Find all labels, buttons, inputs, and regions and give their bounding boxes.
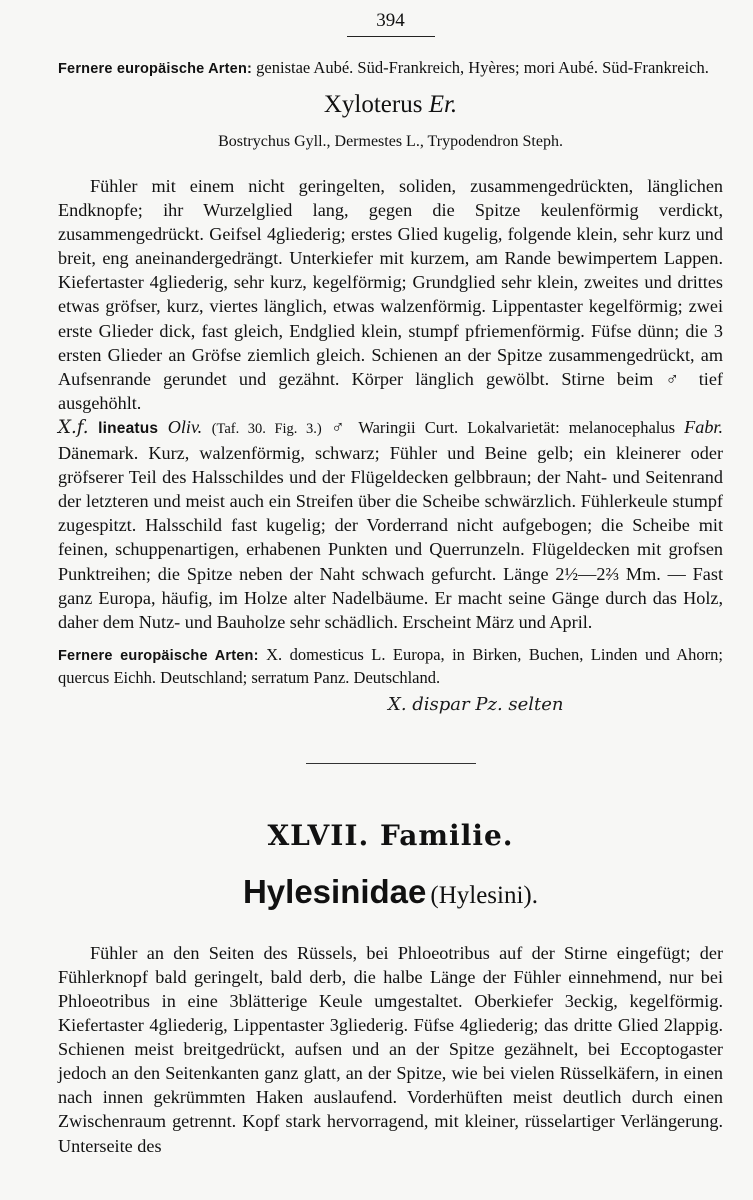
genus-heading: [58, 90, 723, 120]
other-species-paragraph-2: [58, 644, 723, 688]
family-description: Fühler an den Seiten des Rüssels, bei Phloeotribus auf der Stirne eingefügt; der Fühlerknopf bald geringelt, bald derb, die halbe Länge der Fühler einnehmend, nur bei Phloeotribus in eine 3blätterige Keule umgestaltet. Oberkiefer 3eckig, kegelförmig. Kiefertaster 4gliederig, Lippentaster 3gliederig. Füfse 4gliederig; das dritte Glied 2lappig. Schienen meist breitgedrückt, aufsen und an der Spitze gezähnelt, bei Eccoptogaster jedoch an den Seitenkanten ganz glatt, an der Spitze, wie bei vielen Rüsselkäfern, in einen nach innen gekrümmten Haken auslaufend. Vorderhüften meist deutlich durch einen Zwischenraum getrennt. Kopf stark hervorragend, mit kleiner, rüsselartiger Verlängerung. Unterseite des: [58, 942, 723, 1156]
family-name: Hylesinidae: [242, 872, 427, 910]
species-male-symbol: ♂: [331, 416, 350, 437]
species-name: lineatus: [98, 419, 159, 437]
genus-description-tail: tief ausgehöhlt.: [58, 368, 723, 413]
species-handwritten-prefix: X.f.: [58, 416, 89, 438]
page-number: 394: [376, 10, 405, 31]
page-number-rule: [347, 36, 435, 37]
section-divider: [306, 763, 476, 764]
species-author: Oliv.: [167, 416, 203, 437]
genus-name: Xyloterus: [323, 91, 423, 118]
genus-description: [58, 174, 723, 415]
species-description: Dänemark. Kurz, walzenförmig, schwarz; Fühler und Beine gelb; ein kleinerer oder gröfserer Teil des Halsschildes und der Flügeldecken gelbbraun; der Naht- und Seitenrand der letzteren und meist auch ein Streifen über die Scheibe schwärzlich. Fühlerkeule stumpf zugespitzt. Halsschild fast kugelig; der Vorderrand nicht aufgebogen; die Scheibe mit feinen, schuppenartigen, erhabenen Punkten und Querrunzeln. Flügeldecken mit grofsen Punktreihen; die Spitze neben der Naht schwach gefurcht. Länge 2½—2⅔ Mm. — Fast ganz Europa, häufig, im Holze alter Nadelbäume. Er macht seine Gänge durch das Holz, daher dem Nutz- und Bauholze sehr schädlich. Erscheint März und April.: [58, 443, 723, 632]
other-species-label-2: Fernere europäische Arten:: [58, 647, 259, 664]
other-species-text-2: X. domesticus L. Europa, in Birken, Buchen, Linden und Ahorn; quercus Eichh. Deutschland; serratum Panz. Deutschland.: [58, 644, 723, 687]
species-author2: Fabr.: [684, 416, 724, 437]
document-page: [58, 0, 723, 1158]
genus-description-text: Fühler mit einem nicht geringelten, soliden, zusammengedrückten, länglichen Endknopfe; ihr Wurzelglied lang, gegen die Spitze keulenförmig verdickt, zusammengedrückt. Geifsel 4gliederig; erstes Glied kugelig, folgende klein, sehr kurz und breit, eng aneinandergedrängt. Unterkiefer mit kurzem, am Rande bewimpertem Lappen. Kiefertaster 4gliederig, sehr kurz, kegelförmig; Grundglied sehr klein, zweites und drittes etwas gröfser, kurz, viertes länglich, etwas walzenförmig. Lippentaster kegelförmig; zwei erste Glieder dick, fast gleich, Endglied klein, stumpf pfriemenförmig. Füfse dünn; die 3 ersten Glieder an Gröfse ziemlich gleich. Schienen an der Spitze zusammengedrückt, am Aufsenrande gerundet und gezähnt. Körper länglich gewölbt. Stirne beim: [58, 176, 723, 389]
species-plate-ref: (Taf. 30. Fig. 3.): [211, 420, 322, 437]
other-species-paragraph: [58, 57, 723, 80]
family-heading: [58, 872, 723, 919]
species-variety: Waringii Curt. Lokalvarietät: melanocephalus: [349, 417, 685, 437]
genus-author: Er.: [428, 91, 458, 118]
family-number: XLVII. Familie.: [267, 818, 514, 852]
genus-synonyms: Bostrychus Gyll., Dermestes L., Trypodendron Steph.: [218, 133, 563, 150]
other-species-text: genistae Aubé. Süd-Frankreich, Hyères; mori Aubé. Süd-Frankreich.: [252, 58, 709, 77]
other-species-label: Fernere europäische Arten:: [58, 61, 253, 77]
male-symbol: ♂: [665, 368, 687, 389]
species-paragraph: [58, 415, 723, 634]
handwritten-note: X. dispar Pz. selten: [388, 693, 564, 715]
family-alt-name: (Hylesini).: [430, 881, 539, 909]
